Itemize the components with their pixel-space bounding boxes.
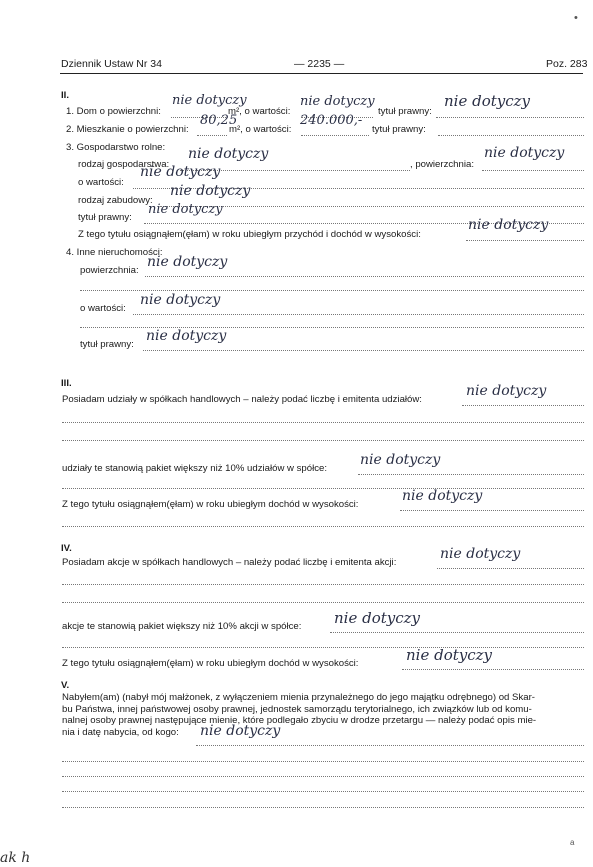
house-value-value[interactable]: nie dotyczy (300, 94, 375, 109)
other-area-label: powierzchnia: (80, 265, 139, 276)
house-area-value[interactable]: nie dotyczy (172, 93, 247, 108)
flat-area-value[interactable]: 80,25 (200, 113, 238, 128)
farm-type-label: rodzaj gospodarstwa: (78, 159, 170, 170)
farm-build-label: rodzaj zabudowy: (78, 195, 153, 206)
acquisition-line-3: nalnej osoby prawnej następujące mienie, które podlegało zbyciu w drodze przetargu — należy podać opis mie- (62, 715, 537, 727)
other-value-line (133, 313, 584, 315)
page-number: — 2235 — (294, 58, 345, 70)
stocks-label: Posiadam akcje w spółkach handlowych – należy podać liczbę i emitenta akcji: (62, 557, 397, 568)
section-ii-heading: II. (61, 90, 69, 101)
journal-title: Dziennik Ustaw Nr 34 (61, 58, 162, 70)
acquisition-line-4: nia i datę nabycia, od kogo: (62, 726, 179, 738)
house-value-label: m², o wartości: (228, 106, 291, 117)
acquisition-line-1: Nabyłem(am) (nabył mój małżonek, z wyłączeniem mienia przynależnego do jego majątku odrębnego) od Skar- (62, 692, 535, 703)
flat-value-value[interactable]: 240.000,- (300, 113, 363, 128)
shares-income-value[interactable]: nie dotyczy (402, 488, 483, 504)
stocks-packet-label: akcje te stanowią pakiet większy niż 10% akcji w spółce: (62, 621, 302, 632)
stocks-line-2[interactable] (62, 583, 584, 585)
other-value-value[interactable]: nie dotyczy (140, 292, 221, 308)
other-value-label: o wartości: (80, 303, 126, 314)
farm-title-label: tytuł prawny: (78, 212, 132, 223)
stocks-income-label: Z tego tytułu osiągnąłem(ęłam) w roku ubiegłym dochód w wysokości: (62, 658, 359, 669)
farm-income-label: Z tego tytułu osiągnąłem(ęłam) w roku ubiegłym przychód i dochód w wysokości: (78, 229, 421, 240)
acquisition-line-2-blank[interactable] (62, 760, 584, 762)
farm-income-value[interactable]: nie dotyczy (468, 217, 549, 233)
stocks-value[interactable]: nie dotyczy (440, 546, 521, 562)
position-number: Poz. 283 (546, 58, 588, 70)
shares-packet-line (358, 473, 584, 475)
other-area-line (145, 275, 584, 277)
flat-value-label: m², o wartości: (229, 124, 292, 135)
corner-mark: • (574, 12, 578, 24)
flat-area-label: 2. Mieszkanie o powierzchni: (66, 124, 189, 135)
signature-initials: ak h (0, 850, 31, 866)
acquisition-line (196, 744, 584, 746)
stocks-income-line (402, 668, 584, 670)
shares-line-3[interactable] (62, 439, 584, 441)
stocks-line-3[interactable] (62, 601, 584, 603)
shares-value[interactable]: nie dotyczy (466, 383, 547, 399)
house-title-label: tytuł prawny: (378, 106, 432, 117)
farm-area-value[interactable]: nie dotyczy (484, 145, 565, 161)
house-title-line (436, 116, 584, 118)
shares-packet-value[interactable]: nie dotyczy (360, 452, 441, 468)
section-iii-heading: III. (61, 378, 72, 389)
other-title-label: tytuł prawny: (80, 339, 134, 350)
house-title-value[interactable]: nie dotyczy (444, 92, 531, 110)
other-title-line (143, 349, 584, 351)
farm-value-value[interactable]: nie dotyczy (140, 164, 221, 180)
flat-title-label: tytuł prawny: (372, 124, 426, 135)
stocks-line (437, 567, 584, 569)
flat-title-line[interactable] (438, 134, 584, 136)
farm-area-line (482, 169, 584, 171)
header-divider (60, 73, 583, 74)
acquisition-paragraph (62, 692, 584, 738)
other-title-value[interactable]: nie dotyczy (146, 328, 227, 344)
farm-heading: 3. Gospodarstwo rolne: (66, 142, 166, 153)
shares-packet-label: udziały te stanowią pakiet większy niż 10% udziałów w spółce: (62, 463, 328, 474)
section-v-heading: V. (61, 680, 70, 691)
flat-area-line (197, 134, 227, 136)
other-area-value[interactable]: nie dotyczy (147, 254, 228, 270)
shares-label: Posiadam udziały w spółkach handlowych – należy podać liczbę i emitenta udziałów: (62, 394, 422, 405)
house-area-label: 1. Dom o powierzchni: (66, 106, 161, 117)
farm-value-label: o wartości: (78, 177, 124, 188)
farm-build-value[interactable]: nie dotyczy (170, 183, 251, 199)
footer-mark: a (570, 838, 575, 847)
other-area-line-2[interactable] (80, 289, 584, 291)
farm-income-line (466, 239, 584, 241)
shares-packet-line-2[interactable] (62, 487, 584, 489)
acquisition-line-2: bu Państwa, innej państwowej osoby prawnej, jednostek samorządu terytorialnego, ich związków lub od komu- (62, 703, 532, 715)
flat-value-line (301, 134, 369, 136)
farm-type-value[interactable]: nie dotyczy (188, 146, 269, 162)
shares-line (462, 404, 584, 406)
shares-income-line-2[interactable] (62, 525, 584, 527)
other-property-heading: 4. Inne nieruchomości: (66, 247, 163, 258)
shares-income-label: Z tego tytułu osiągnąłem(ęłam) w roku ubiegłym dochód w wysokości: (62, 499, 359, 510)
acquisition-line-4-blank[interactable] (62, 790, 584, 792)
stocks-packet-value[interactable]: nie dotyczy (334, 609, 421, 627)
stocks-packet-line (330, 631, 584, 633)
acquisition-value[interactable]: nie dotyczy (200, 723, 281, 739)
acquisition-line-3-blank[interactable] (62, 775, 584, 777)
acquisition-line-5-blank[interactable] (62, 806, 584, 808)
farm-area-label: , powierzchnia: (410, 159, 474, 170)
section-iv-heading: IV. (61, 543, 72, 554)
stocks-income-value[interactable]: nie dotyczy (406, 646, 493, 664)
shares-line-2[interactable] (62, 421, 584, 423)
stocks-packet-line-2[interactable] (62, 646, 584, 648)
farm-title-value[interactable]: nie dotyczy (148, 202, 223, 217)
shares-income-line (400, 509, 584, 511)
farm-build-line (160, 205, 584, 207)
